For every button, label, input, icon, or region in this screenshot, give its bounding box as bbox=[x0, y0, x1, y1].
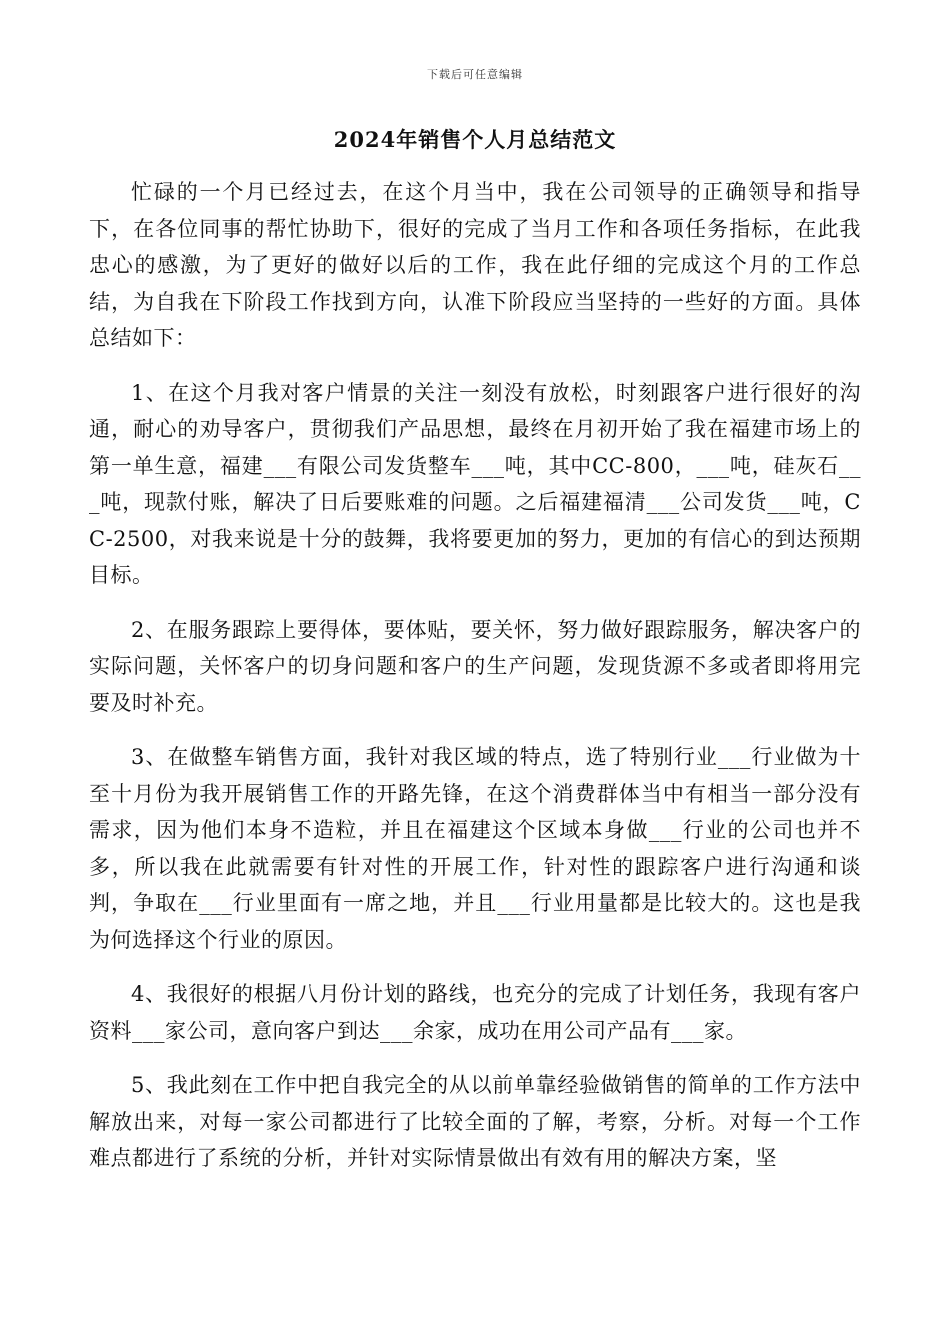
paragraph-item-2: 2、在服务跟踪上要得体，要体贴，要关怀，努力做好跟踪服务，解决客户的实际问题，关怀客户的切身问题和客户的生产问题，发现货源不多或者即将用完要及时补充。 bbox=[89, 617, 861, 715]
paragraph-item-5: 5、我此刻在工作中把自我完全的从以前单靠经验做销售的简单的工作方法中解放出来，对每一家公司都进行了比较全面的了解，考察，分析。对每一个工作难点都进行了系统的分析，并针对实际情景做出有效有用的解决方案，坚 bbox=[89, 1073, 861, 1170]
paragraph-item-1: 1、在这个月我对客户情景的关注一刻没有放松，时刻跟客户进行很好的沟通，耐心的劝导客户，贯彻我们产品思想，最终在月初开始了我在福建市场上的第一单生意，福建___有限公司发货整车___吨，其中CC-800，___吨，硅灰石___吨，现款付账，解决了日后要账难的问题。之后福建福清___公司发货___吨，CC-2500，对我来说是十分的鼓舞，我将要更加的努力，更加的有信心的到达预期目标。 bbox=[89, 380, 861, 587]
page-title: 2024年销售个人月总结范文 bbox=[333, 127, 617, 152]
paragraph-item-4: 4、我很好的根据八月份计划的路线，也充分的完成了计划任务，我现有客户资料___家公司，意向客户到达___余家，成功在用公司产品有___家。 bbox=[89, 982, 861, 1043]
document-body bbox=[89, 174, 861, 1195]
paragraph-intro: 忙碌的一个月已经过去，在这个月当中，我在公司领导的正确领导和指导下，在各位同事的帮忙协助下，很好的完成了当月工作和各项任务指标，在此我忠心的感激，为了更好的做好以后的工作，我在此仔细的完成这个月的工作总结，为自我在下阶段工作找到方向，认准下阶段应当坚持的一些好的方面。具体总结如下： bbox=[89, 180, 861, 350]
paragraph-item-3: 3、在做整车销售方面，我针对我区域的特点，选了特别行业___行业做为十至十月份为我开展销售工作的开路先锋，在这个消费群体当中有相当一部分没有需求，因为他们本身不造粒，并且在福建这个区域本身做___行业的公司也并不多，所以我在此就需要有针对性的开展工作，针对性的跟踪客户进行沟通和谈判，争取在___行业里面有一席之地，并且___行业用量都是比较大的。这也是我为何选择这个行业的原因。 bbox=[89, 745, 861, 952]
header-note: 下载后可任意编辑 bbox=[427, 68, 523, 81]
